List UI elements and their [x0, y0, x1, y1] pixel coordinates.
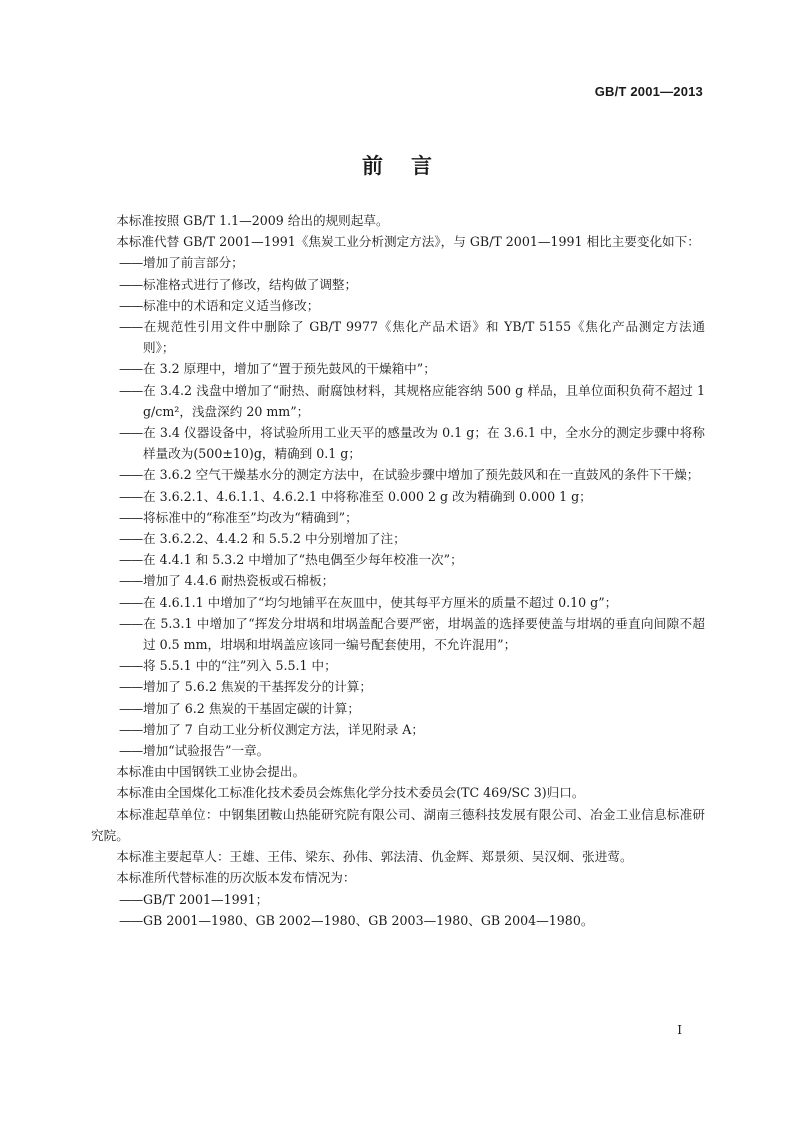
em-dash-marker: ——	[119, 531, 143, 547]
drafters-paragraph: 本标准主要起草人：王雄、王伟、梁东、孙伟、郭法清、仇金辉、郑景须、吴汉炯、张进莺。	[116, 849, 633, 865]
list-item: ——增加了 4.4.6 耐热瓷板或石棉板；	[91, 570, 705, 591]
em-dash-marker: ——	[119, 425, 143, 441]
em-dash-marker: ——	[119, 721, 143, 737]
list-item: ——在 3.4 仪器设备中，将试验所用工业天平的感量改为 0.1 g；在 3.6.1 中，全水分的测定步骤中将称样量改为(500±10)g，精确到 0.1 g；	[91, 422, 705, 464]
em-dash-marker: ——	[119, 615, 143, 631]
intro-paragraph: 本标准按照 GB/T 1.1—2009 给出的规则起草。	[116, 213, 389, 228]
list-item: ——在 3.6.2.1、4.6.1.1、4.6.2.1 中将称准至 0.000 2 g 改为精确到 0.000 1 g；	[91, 486, 705, 507]
list-item: ——标准中的术语和定义适当修改；	[91, 295, 705, 316]
list-item: ——GB 2001—1980、GB 2002—1980、GB 2003—1980、GB 2004—1980。	[91, 910, 705, 931]
em-dash-marker: ——	[119, 679, 143, 695]
list-item: ——在 3.6.2 空气干燥基水分的测定方法中，在试验步骤中增加了预先鼓风和在一直鼓风的条件下干燥；	[91, 464, 705, 485]
list-item: ——增加了 5.6.2 焦炭的干基挥发分的计算；	[91, 676, 705, 697]
list-item: ——在 3.2 原理中，增加了“置于预先鼓风的干燥箱中”；	[91, 358, 705, 379]
list-item: ——增加“试验报告”一章。	[91, 740, 705, 761]
committee-paragraph: 本标准由全国煤化工标准化技术委员会炼焦化学分技术委员会(TC 469/SC 3)归口。	[116, 785, 585, 801]
list-item: ——在 4.6.1.1 中增加了“均匀地铺平在灰皿中，使其每平方厘米的质量不超过 0.10 g”；	[91, 592, 705, 613]
em-dash-marker: ——	[119, 361, 143, 377]
list-item: ——在规范性引用文件中删除了 GB/T 9977《焦化产品术语》和 YB/T 5155《焦化产品测定方法通则》；	[91, 316, 705, 358]
standard-code: GB/T 2001—2013	[594, 84, 703, 99]
list-item: ——增加了 7 自动工业分析仪测定方法，详见附录 A；	[91, 719, 705, 740]
em-dash-marker: ——	[119, 594, 143, 610]
em-dash-marker: ——	[119, 573, 143, 589]
list-item: ——在 3.6.2.2、4.4.2 和 5.5.2 中分别增加了注；	[91, 528, 705, 549]
changes-list	[91, 252, 705, 761]
em-dash-marker: ——	[119, 382, 143, 398]
page-number: I	[677, 1023, 682, 1037]
em-dash-marker: ——	[119, 658, 143, 674]
em-dash-marker: ——	[119, 488, 143, 504]
em-dash-marker: ——	[119, 276, 143, 292]
list-item: ——在 3.4.2 浅盘中增加了“耐热、耐腐蚀材料，其规格应能容纳 500 g 样品，且单位面积负荷不超过 1 g/cm²，浅盘深约 20 mm”；	[91, 380, 705, 422]
drafting-units-paragraph: 本标准起草单位：中钢集团鞍山热能研究院有限公司、湖南三德科技发展有限公司、冶金工业信息标准研究院。	[91, 806, 705, 843]
page-title: 前言	[362, 154, 460, 178]
list-item: ——增加了前言部分；	[91, 252, 705, 273]
em-dash-marker: ——	[119, 891, 143, 907]
list-item: ——在 4.4.1 和 5.3.2 中增加了“热电偶至少每年校准一次”；	[91, 549, 705, 570]
em-dash-marker: ——	[119, 255, 143, 271]
em-dash-marker: ——	[119, 467, 143, 483]
list-item: ——在 5.3.1 中增加了“挥发分坩埚和坩埚盖配合要严密，坩埚盖的选择要使盖与坩埚的垂直向间隙不超过 0.5 mm，坩埚和坩埚盖应该同一编号配套使用，不允许混用”；	[91, 613, 705, 655]
list-item: ——增加了 6.2 焦炭的干基固定碳的计算；	[91, 698, 705, 719]
history-list	[91, 889, 705, 931]
proposer-paragraph: 本标准由中国钢铁工业协会提出。	[116, 764, 306, 780]
list-item: ——将 5.5.1 中的“注”列入 5.5.1 中；	[91, 655, 705, 676]
em-dash-marker: ——	[119, 552, 143, 568]
intro-paragraph: 本标准代替 GB/T 2001—1991《焦炭工业分析测定方法》，与 GB/T 2001—1991 相比主要变化如下：	[116, 234, 700, 250]
list-item: ——GB/T 2001—1991；	[91, 889, 705, 910]
em-dash-marker: ——	[119, 700, 143, 716]
document-body	[91, 210, 705, 931]
history-intro-paragraph: 本标准所代替标准的历次版本发布情况为：	[116, 870, 356, 886]
list-item: ——标准格式进行了修改，结构做了调整；	[91, 274, 705, 295]
em-dash-marker: ——	[119, 509, 143, 525]
em-dash-marker: ——	[119, 912, 143, 928]
em-dash-marker: ——	[119, 319, 143, 335]
list-item: ——将标准中的“称准至”均改为“精确到”；	[91, 507, 705, 528]
em-dash-marker: ——	[119, 297, 143, 313]
em-dash-marker: ——	[119, 743, 143, 759]
